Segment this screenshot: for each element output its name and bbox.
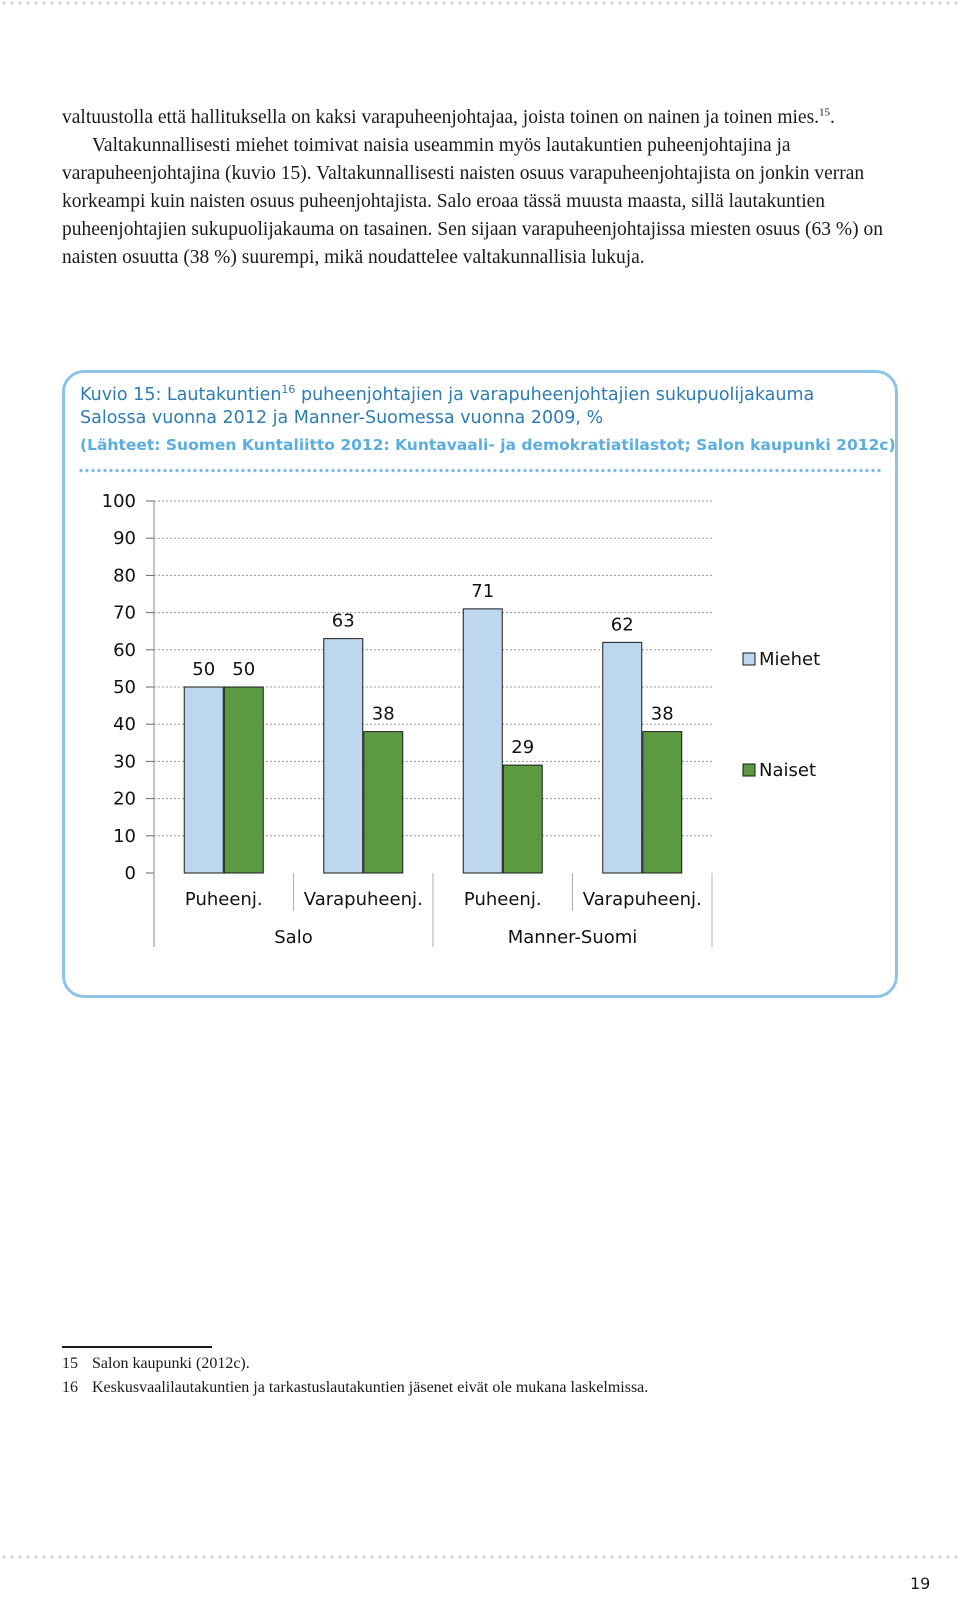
paragraph-1-end: . [830,107,835,128]
y-tick-label-60: 60 [113,639,136,661]
figure-title-line-2: Salossa vuonna 2012 ja Manner-Suomessa vuonna 2009, % [80,408,604,428]
figure-title [80,384,890,430]
footnote-ref-16[interactable]: 16 [281,383,296,397]
footnote-ref-15[interactable]: 15 [819,106,831,119]
bottom-dotted-border [0,1554,960,1560]
bar-miehet-3 [603,642,642,873]
figure-source: (Lähteet: Suomen Kuntaliitto 2012: Kuntavaali- ja demokratiatilastot; Salon kaupunki 2012c) [80,436,896,454]
y-tick-label-80: 80 [113,565,136,587]
x-category-label-3: Varapuheenj. [582,889,702,910]
legend-swatch-naiset [743,764,755,776]
footnote-16-text: Keskusvaalilautakuntien ja tarkastuslautakuntien jäsenet eivät ole mukana laskelmissa. [92,1379,649,1396]
y-tick-label-100: 100 [101,491,136,512]
legend-label-miehet: Miehet [759,649,821,670]
footnote-15-number: 15 [62,1355,78,1372]
y-tick-label-70: 70 [113,602,136,624]
legend-label-naiset: Naiset [759,760,817,781]
bar-miehet-2 [463,609,502,873]
bar-chart [62,480,898,960]
bar-miehet-1 [324,639,363,873]
figure-title-part-b: puheenjohtajien ja varapuheenjohtajien sukupuolijakauma [295,385,815,405]
body-text [62,104,898,272]
data-label-miehet-2: 71 [471,580,495,602]
bar-naiset-1 [364,732,403,873]
y-tick-label-30: 30 [113,751,136,773]
x-category-label-1: Varapuheenj. [303,889,423,910]
x-group-label-0: Salo [274,927,313,948]
paragraph-1-text: valtuustolla että hallituksella on kaksi varapuheenjohtajaa, joista toinen on nainen ja toinen mies. [62,107,820,128]
x-category-label-2: Puheenj. [463,889,542,910]
y-tick-label-0: 0 [124,863,136,884]
y-tick-label-10: 10 [113,825,136,847]
figure-title-part-a: Kuvio 15: Lautakuntien [80,385,282,405]
footnote-rule [62,1346,212,1348]
data-label-naiset-3: 38 [650,703,674,725]
legend-swatch-miehet [743,653,755,665]
footnote-16 [62,1376,922,1400]
footnotes [62,1352,922,1400]
bar-naiset-2 [503,765,542,873]
footnote-16-number: 16 [62,1379,78,1396]
bar-miehet-0 [184,687,223,873]
bar-naiset-0 [224,687,263,873]
y-tick-label-20: 20 [113,788,136,810]
bar-naiset-3 [643,732,682,873]
data-label-miehet-3: 62 [610,614,634,636]
figure-separator [78,468,882,473]
y-tick-label-90: 90 [113,528,136,550]
x-group-label-1: Manner-Suomi [507,927,638,948]
data-label-naiset-2: 29 [511,737,535,759]
data-label-naiset-1: 38 [371,703,395,725]
page-number: 19 [910,1574,931,1593]
paragraph-2: Valtakunnallisesti miehet toimivat naisia useammin myös lautakuntien puheenjohtajina ja varapuheenjohtajina (kuvio 15). Valtakunnallisesti naisten osuus varapuheenjohtajista on jonkin verran korkeampi kuin naisten osuus puheenjohtajista. Salo eroaa tässä muusta maasta, sillä lautakuntien puheenjohtajien sukupuolijakauma on tasainen. Sen sijaan varapuheenjohtajissa miesten osuus (63 %) on naisten osuutta (38 %) suurempi, mikä noudattelee valtakunnallisia lukuja. [62,135,883,268]
paragraph-1 [62,104,898,132]
data-label-miehet-0: 50 [192,659,216,680]
footnote-15 [62,1352,922,1376]
top-dotted-border [0,0,960,6]
data-label-miehet-1: 63 [331,610,355,632]
y-tick-label-50: 50 [113,677,136,698]
x-category-label-0: Puheenj. [184,889,263,910]
data-label-naiset-0: 50 [232,659,256,680]
y-tick-label-40: 40 [113,714,136,736]
footnote-15-text: Salon kaupunki (2012c). [92,1355,250,1372]
